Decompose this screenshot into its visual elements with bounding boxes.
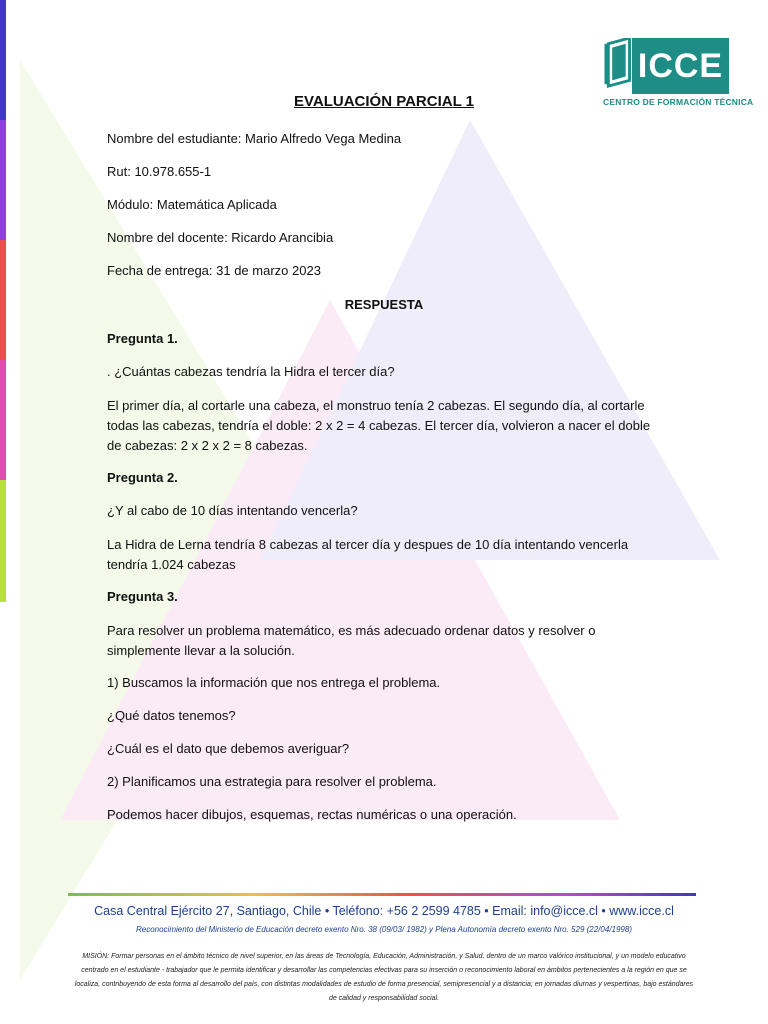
due-date-field: Fecha de entrega: 31 de marzo 2023 bbox=[107, 263, 321, 278]
footer-contact: Casa Central Ejército 27, Santiago, Chile • Teléfono: +56 2 2599 4785 • Email: info@icce.cl • www.icce.cl bbox=[94, 904, 674, 918]
pregunta3-label: Pregunta 3. bbox=[107, 589, 178, 604]
pregunta3-strategies: Podemos hacer dibujos, esquemas, rectas numéricas o una operación. bbox=[107, 807, 517, 822]
pregunta1-label: Pregunta 1. bbox=[107, 331, 178, 346]
student-name-field: Nombre del estudiante: Mario Alfredo Vega Medina bbox=[107, 131, 402, 146]
teacher-field: Nombre del docente: Ricardo Arancibia bbox=[107, 230, 334, 245]
pregunta3-intro: Para resolver un problema matemático, es más adecuado ordenar datos y resolver o simplemente llevar a la solución. bbox=[107, 623, 596, 658]
pregunta3-question-unknown: ¿Cuál es el dato que debemos averiguar? bbox=[107, 741, 350, 756]
pregunta1-question: . ¿Cuántas cabezas tendría la Hidra el tercer día? bbox=[107, 364, 395, 379]
pregunta1-answer: El primer día, al cortarle una cabeza, el monstruo tenía 2 cabezas. El segundo día, al cortarle todas las cabezas, tendría el doble: 2 x 2 = 4 cabezas. El tercer día, volvieron a nacer el doble de cabezas: 2 x 2 x 2 = 8 cabezas. bbox=[107, 398, 651, 453]
pregunta2-answer: La Hidra de Lerna tendría 8 cabezas al tercer día y despues de 10 día intentando vencerla tendría 1.024 cabezas bbox=[107, 537, 629, 572]
footer-recognition: Reconocimiento del Ministerio de Educación decreto exento Nro. 38 (09/03/ 1982) y Plena Autonomía decreto exento Nro. 529 (22/04/1998) bbox=[135, 925, 632, 934]
rut-field: Rut: 10.978.655-1 bbox=[107, 164, 212, 179]
book-icon bbox=[602, 38, 632, 90]
pregunta3-step2: 2) Planificamos una estrategia para resolver el problema. bbox=[107, 774, 437, 789]
document-title: EVALUACIÓN PARCIAL 1 bbox=[293, 93, 474, 110]
respuesta-heading: RESPUESTA bbox=[344, 297, 424, 312]
logo-subtitle: CENTRO DE FORMACIÓN TÉCNICA bbox=[603, 97, 754, 107]
pregunta3-question-data: ¿Qué datos tenemos? bbox=[107, 708, 236, 723]
footer-divider bbox=[68, 893, 696, 896]
logo-wordmark: ICCE bbox=[632, 38, 729, 94]
pregunta2-question: ¿Y al cabo de 10 días intentando vencerla? bbox=[107, 503, 358, 518]
pregunta3-step1: 1) Buscamos la información que nos entrega el problema. bbox=[107, 675, 441, 690]
module-field: Módulo: Matemática Aplicada bbox=[107, 197, 277, 212]
footer-mission: MISIÓN: Formar personas en el ámbito técnico de nivel superior, en las áreas de Tecnología, Educación, Administración, y Salud, dentro de un marco valórico institucional, y un modelo educativo centrado en el estudiante - trabajador que le permita identificar y desarrollar las competencias efectivas para su inserción o reconocimiento laboral en ámbitos pertenecientes a la región en que se localiza, contribuyendo de esta forma al desarrollo del país, con distintas modalidades de estudio de forma presencial, semipresencial y a distancia; en jornadas diurnas y vespertinas, bajo estándares de calidad y responsabilidad social. bbox=[74, 953, 694, 1002]
pregunta2-label: Pregunta 2. bbox=[107, 470, 178, 485]
